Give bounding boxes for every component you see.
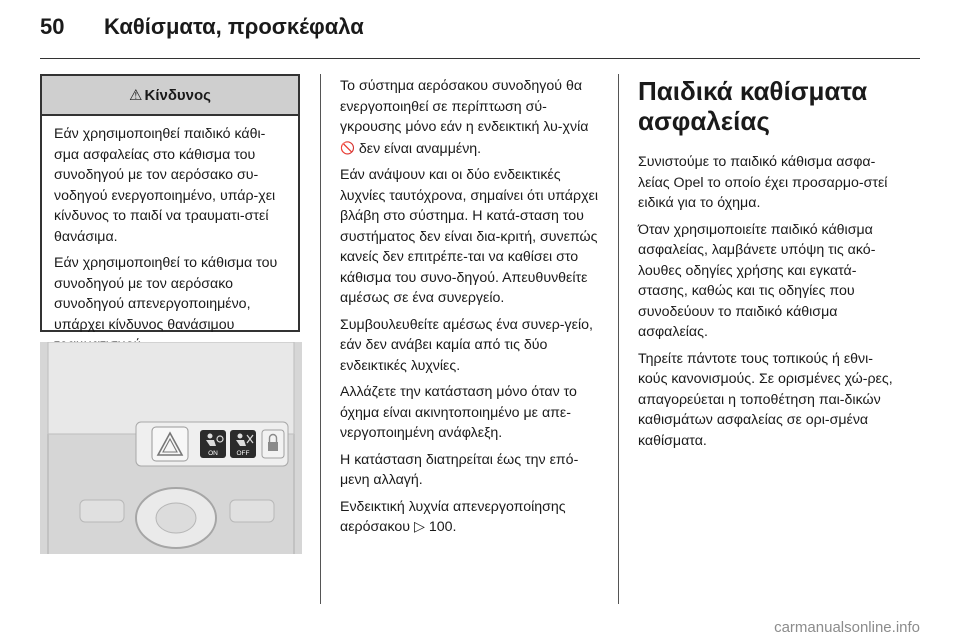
- page-title: Καθίσματα, προσκέφαλα: [104, 14, 364, 39]
- paragraph: [340, 497, 604, 538]
- hazard-button-icon: [152, 427, 188, 461]
- watermark: carmanualsonline.info: [774, 619, 920, 636]
- on-label: ON: [208, 450, 218, 457]
- paragraph-text: Το σύστημα αερόσακου συνοδηγού θα ενεργοποιηθεί σε περίπτωση σύ-γκρουσης μόνο εάν η ενδεικτική λυ-χνία: [340, 78, 589, 135]
- page-header: [40, 14, 364, 44]
- paragraph: Συμβουλευθείτε αμέσως ένα συνερ-γείο, εάν δεν ανάβει καμία από τις δύο ενδεικτικές λυχνίες.: [340, 316, 593, 374]
- paragraph: Συνιστούμε το παιδικό κάθισμα ασφα-λείας Opel το οποίο έχει προσαρμο-στεί ειδικά για το όχημα.: [638, 154, 888, 211]
- paragraph-text: Ενδεικτική λυχνία απενεργοποίησης αερόσακου: [340, 498, 566, 535]
- paragraph-text: δεν είναι αναμμένη.: [358, 140, 482, 157]
- warning-paragraph: Εάν χρησιμοποιηθεί παιδικό κάθι-σμα ασφαλείας στο κάθισμα του συνοδηγού με τον αερόσακο συ-νοδηγού ενεργοποιημένο, υπάρ-χει κίνδυνος το παιδί να τραυματι-στεί θανάσιμα.: [54, 126, 276, 245]
- paragraph: [340, 76, 604, 159]
- warning-body: [42, 116, 298, 356]
- off-label: OFF: [236, 450, 250, 457]
- airbag-off-indicator: [230, 430, 256, 458]
- warning-paragraph: Εάν χρησιμοποιηθεί το κάθισμα του συνοδηγού με τον αερόσακο συνοδηγού απενεργοποιημένο, υπάρχει κίνδυνος θανάσιμου: [54, 255, 278, 333]
- paragraph: Όταν χρησιμοποιείτε παιδικό κάθισμα ασφαλείας, λαμβάνετε υπόψη τις ακό-λουθες οδηγίες χρήσης και εγκατά-στασης, καθώς και τις οδηγίες που συνοδεύουν το παιδικό κάθισμα ασφαλείας.: [638, 221, 876, 340]
- column-divider-left: [320, 74, 321, 604]
- airbag-on-indicator: [200, 430, 226, 458]
- warning-box: [40, 74, 300, 332]
- paragraph: Τηρείτε πάντοτε τους τοπικούς ή εθνι-κούς κανονισμούς. Σε ορισμένες χώ-ρες, απαγορεύεται η τοποθέτηση παι-δικών καθισμάτων ασφαλείας σε ορι-σμένα καθίσματα.: [638, 350, 893, 449]
- paragraph: Εάν ανάψουν και οι δύο ενδεικτικές λυχνίες ταυτόχρονα, σημαίνει ότι υπάρχει βλάβη στο σύστημα. Η κατά-σταση του συστήματος δεν είναι δια-κριτή, συνεπώς κανείς δεν επιτρέπε-ται να καθίσει στο κάθισμα του συνο-δηγού. Απευθυνθείτε αμέσως σε ένα συνεργείο.: [340, 167, 598, 306]
- header-divider: [40, 58, 920, 59]
- page-reference[interactable]: 100.: [428, 519, 457, 535]
- warning-header: [42, 76, 298, 116]
- section-heading: Παιδικά καθίσματα ασφαλείας: [638, 76, 868, 136]
- airbag-off-indicator-icon: 🚫: [340, 140, 355, 155]
- column-middle: [340, 76, 604, 544]
- paragraph: Αλλάζετε την κατάσταση μόνο όταν το όχημα είναι ακινητοποιημένο με απε-νεργοποιημένη ανάφλεξη.: [340, 384, 577, 441]
- page-number: 50: [40, 14, 65, 39]
- lock-button-icon: [262, 430, 284, 458]
- column-right: [638, 76, 902, 457]
- page-reference-arrow-icon[interactable]: ▷: [413, 519, 425, 535]
- warning-title: Κίνδυνος: [144, 86, 211, 104]
- warning-triangle-icon: ⚠: [129, 87, 143, 104]
- paragraph: Η κατάσταση διατηρείται έως την επό-μενη αλλαγή.: [340, 451, 579, 488]
- airbag-switch-figure: [40, 342, 302, 554]
- dashboard-illustration: [40, 342, 302, 554]
- column-divider-right: [618, 74, 619, 604]
